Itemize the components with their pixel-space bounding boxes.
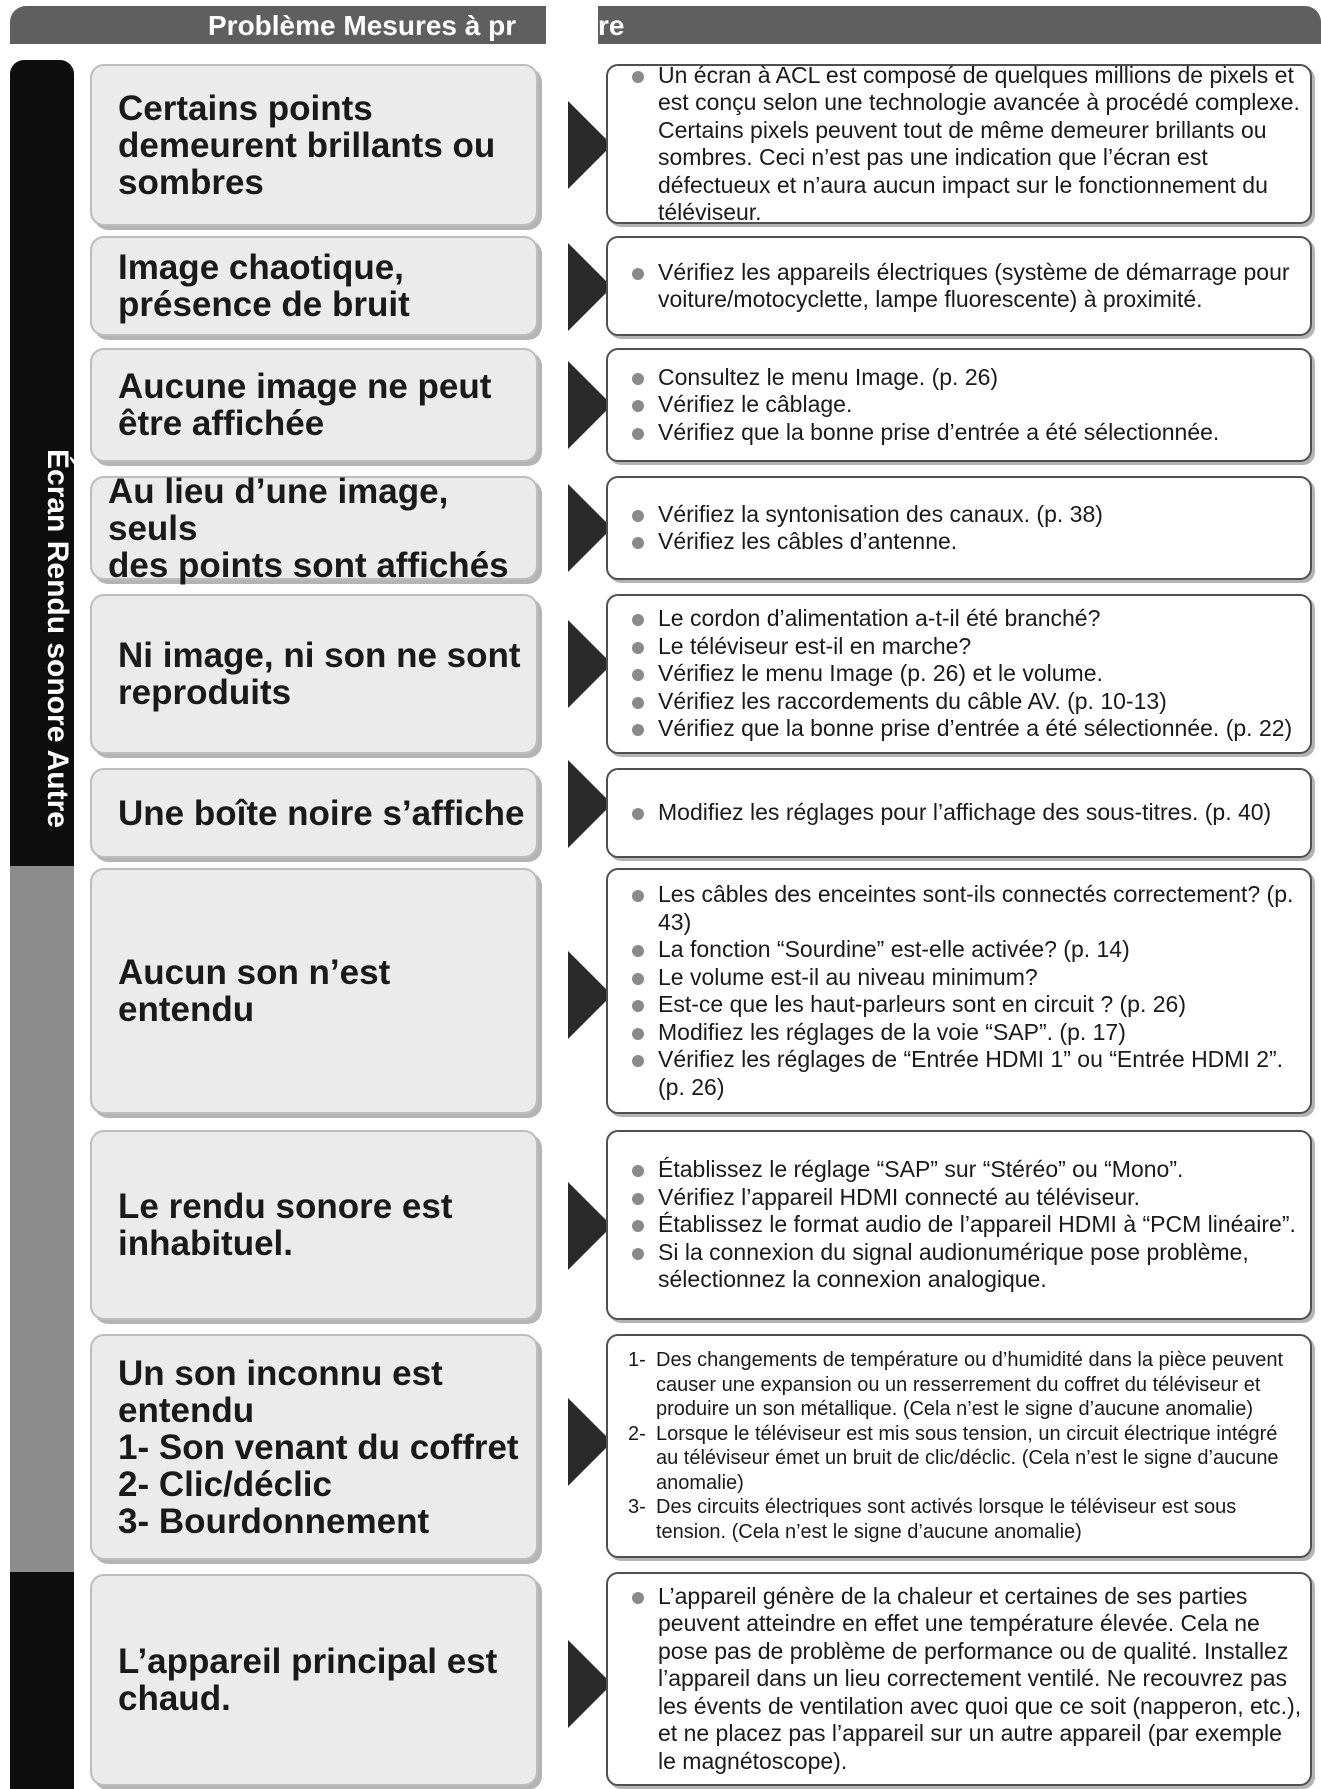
measure-item: Les câbles des enceintes sont-ils connectés correctement? (p. 43) xyxy=(628,881,1304,936)
measure-item: La fonction “Sourdine” est-elle activée? (p. 14) xyxy=(628,936,1304,964)
measure-item: Vérifiez les réglages de “Entrée HDMI 1” ou “Entrée HDMI 2”. (p. 26) xyxy=(628,1046,1304,1101)
measure-box xyxy=(606,236,1312,336)
measure-item: L’appareil génère de la chaleur et certaines de ses parties peuvent atteindre en effet une température élevée. Cela ne pose pas de problème de performance ou de qualité. Installez l’appareil dans un lieu correctement ventilé. Ne recouvrez pas les évents de ventilation avec quoi que ce soit (napperon, etc.), et ne placez pas l’appareil sur un autre appareil (par exemple le magnétoscope). xyxy=(628,1583,1304,1776)
measure-item: Vérifiez la syntonisation des canaux. (p. 38) xyxy=(628,501,1304,529)
problem-no-image: Aucune image ne peut être affichée xyxy=(90,348,538,462)
measure-item: Vérifiez les câbles d’antenne. xyxy=(628,528,1304,556)
table-header-bar xyxy=(10,6,1321,44)
measure-item: Modifiez les réglages de la voie “SAP”. (p. 17) xyxy=(628,1019,1304,1047)
measure-item: Le volume est-il au niveau minimum? xyxy=(628,964,1304,992)
measure-item: Établissez le réglage “SAP” sur “Stéréo” ou “Mono”. xyxy=(628,1156,1304,1184)
problem-no-sound: Aucun son n’est entendu xyxy=(90,868,538,1114)
problem-unknown-noise: Un son inconnu est entendu 1- Son venant du coffret 2- Clic/déclic 3- Bourdonnement xyxy=(90,1334,538,1560)
problem-only-dots: Au lieu d’une image, seuls des points sont affichés xyxy=(90,476,538,580)
header-label-continuation: re xyxy=(598,10,625,41)
measure-item: Vérifiez que la bonne prise d’entrée a été sélectionnée. xyxy=(628,419,1304,447)
measure-box xyxy=(606,61,1312,225)
measure-item: Vérifiez le câblage. xyxy=(628,391,1304,419)
measure-item: Est-ce que les haut-parleurs sont en circuit ? (p. 26) xyxy=(628,991,1304,1019)
item-number: 2- xyxy=(628,1422,646,1445)
measure-box xyxy=(606,1572,1312,1786)
measure-box xyxy=(606,1130,1312,1320)
measure-item: Vérifiez les raccordements du câble AV. (p. 10-13) xyxy=(628,688,1304,716)
measure-item: Le cordon d’alimentation a-t-il été branché? xyxy=(628,605,1304,633)
measure-item: Un écran à ACL est composé de quelques millions de pixels et est conçu selon une technologie avancée à procédé complexe. Certains pixels peuvent tout de même demeurer brillants ou sombres. Ceci n’est pas une indication que l’écran est défectueux et n’aura aucun impact sur le fonctionnement du téléviseur. xyxy=(628,62,1304,227)
problem-black-box: Une boîte noire s’affiche xyxy=(90,768,538,858)
header-gap xyxy=(546,6,598,44)
problem-chaotic-image: Image chaotique, présence de bruit xyxy=(90,236,538,336)
measure-box xyxy=(606,768,1312,858)
numbered-item xyxy=(628,1348,1304,1422)
measure-box xyxy=(606,594,1312,754)
measure-box xyxy=(606,476,1312,580)
measure-box xyxy=(606,868,1312,1114)
item-number: 1- xyxy=(628,1349,646,1371)
item-text: Des changements de température ou d’humidité dans la pièce peuvent causer une expansion ou un resserrement du coffret du téléviseur et produire un son métallique. (Cela n’est le signe d’aucune anomalie) xyxy=(656,1349,1284,1420)
measure-item: Modifiez les réglages pour l’affichage des sous-titres. (p. 40) xyxy=(628,799,1304,827)
measure-item: Le téléviseur est-il en marche? xyxy=(628,633,1304,661)
measure-item: Vérifiez les appareils électriques (système de démarrage pour voiture/motocyclette, lampe fluorescente) à proximité. xyxy=(628,259,1304,314)
item-text: Des circuits électriques sont activés lorsque le téléviseur est sous tension. (Cela n’est le signe d’aucune anomalie) xyxy=(656,1496,1237,1543)
item-number: 3- xyxy=(628,1496,646,1518)
header-problem-measures-label: Problème Mesures à pr xyxy=(208,10,517,41)
measure-item: Vérifiez l’appareil HDMI connecté au téléviseur. xyxy=(628,1184,1304,1212)
measure-box xyxy=(606,348,1312,462)
problem-unusual-sound: Le rendu sonore est inhabituel. xyxy=(90,1130,538,1320)
problem-bright-dark-points: Certains points demeurent brillants ou sombres xyxy=(90,64,538,226)
numbered-item xyxy=(628,1422,1304,1496)
numbered-item xyxy=(628,1495,1304,1544)
measure-item: Établissez le format audio de l’appareil HDMI à “PCM linéaire”. xyxy=(628,1211,1304,1239)
problem-no-image-no-sound: Ni image, ni son ne sont reproduits xyxy=(90,594,538,754)
problem-unit-hot: L’appareil principal est chaud. xyxy=(90,1574,538,1786)
measure-item: Vérifiez que la bonne prise d’entrée a été sélectionnée. (p. 22) xyxy=(628,715,1304,743)
item-text: Lorsque le téléviseur est mis sous tension, un circuit électrique intégré au téléviseur émet un bruit de clic/déclic. (Cela n’est le signe d’aucune anomalie) xyxy=(656,1422,1279,1494)
category-bar-audio xyxy=(10,866,74,1572)
measure-box xyxy=(606,1334,1312,1558)
measure-item: Vérifiez le menu Image (p. 26) et le volume. xyxy=(628,660,1304,688)
category-bar-other xyxy=(10,1572,74,1789)
category-label: Écran Rendu sonore Autre xyxy=(41,448,74,828)
measure-item: Si la connexion du signal audionumérique pose problème, sélectionnez la connexion analogique. xyxy=(628,1239,1304,1294)
measure-item: Consultez le menu Image. (p. 26) xyxy=(628,364,1304,392)
